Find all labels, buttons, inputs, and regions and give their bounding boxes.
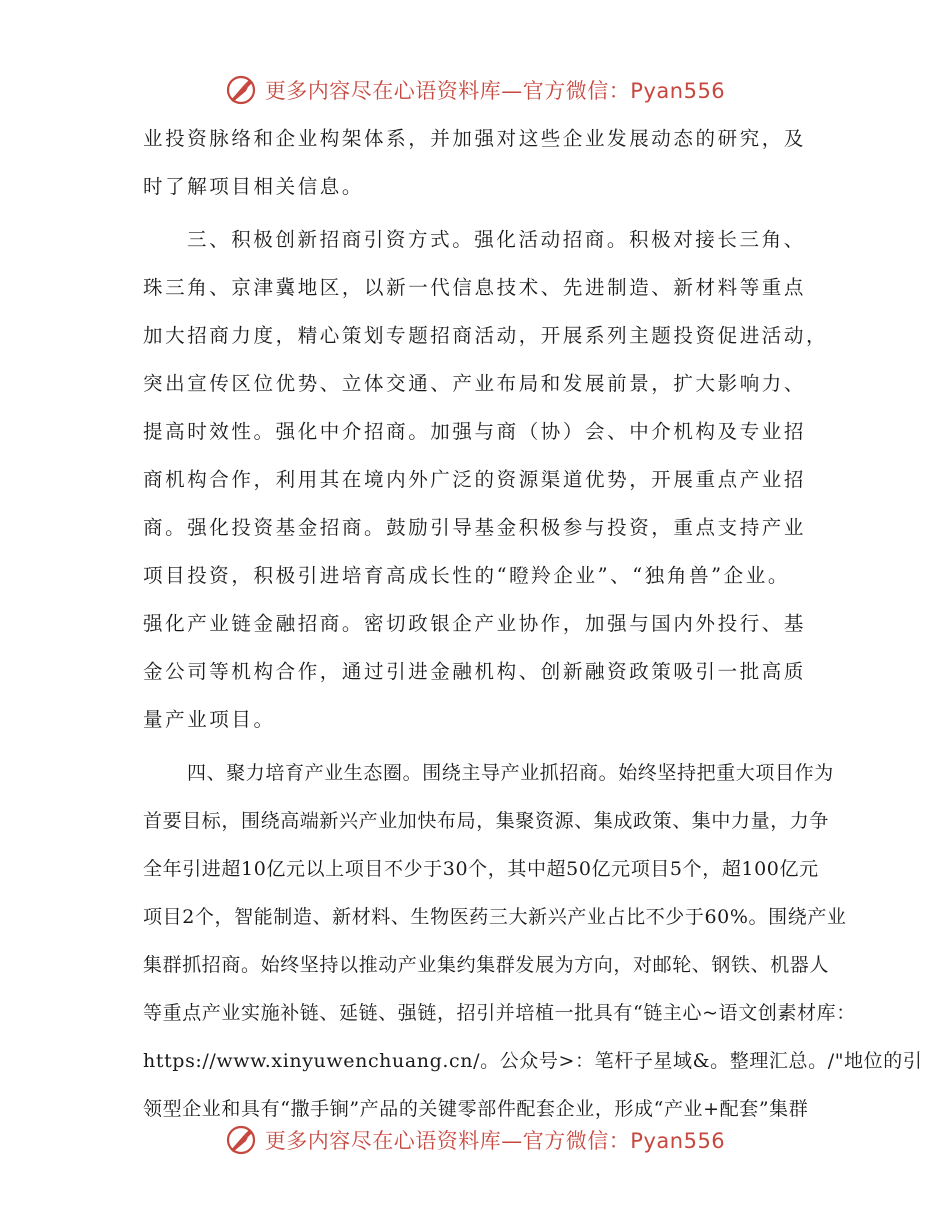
text-line: 强化产业链金融招商。密切政银企产业协作，加强与国内外投行、基 — [143, 612, 807, 635]
text-line: 突出宣传区位优势、立体交通、产业布局和发展前景，扩大影响力、 — [143, 372, 807, 395]
text-line: 提高时效性。强化中介招商。加强与商（协）会、中介机构及专业招 — [143, 420, 807, 443]
watermark-text: 更多内容尽在心语资料库—官方微信：Pyan556 — [264, 1129, 726, 1153]
text-line: https://www.xinyuwenchuang.cn/。公众号>：笔杆子星域&。整理汇总。/"地位的引 — [143, 1050, 923, 1072]
pen-nib-logo-icon — [225, 74, 257, 106]
text-line: 集群抓招商。始终坚持以推动产业集约集群发展为方向，对邮轮、钢铁、机器人 — [143, 954, 830, 976]
text-line: 全年引进超10亿元以上项目不少于30个，其中超50亿元项目5个，超100亿元 — [143, 858, 819, 880]
text-line: 加大招商力度，精心策划专题招商活动，开展系列主题投资促进活动， — [143, 324, 829, 347]
text-line: 等重点产业实施补链、延链、强链，招引并培植一批具有“链主心~语文创素材库： — [143, 1002, 856, 1024]
text-line: 项目2个，智能制造、新材料、生物医药三大新兴产业占比不少于60%。围绕产业 — [143, 906, 847, 928]
text-line: 首要目标，围绕高端新兴产业加快布局，集聚资源、集成政策、集中力量，力争 — [143, 810, 830, 832]
text-line: 量产业项目。 — [143, 708, 276, 731]
text-line: 时了解项目相关信息。 — [143, 175, 365, 198]
watermark-banner-bottom — [0, 1118, 950, 1162]
text-line: 金公司等机构合作，通过引进金融机构、创新融资政策吸引一批高质 — [143, 660, 807, 683]
document-body — [143, 115, 923, 1133]
text-line: 四、聚力培育产业生态圈。围绕主导产业抓招商。始终坚持把重大项目作为 — [187, 762, 834, 784]
text-line: 领型企业和具有“撒手锏”产品的关键零部件配套企业，形成“产业+配套”集群 — [143, 1098, 809, 1120]
watermark-banner-top — [0, 68, 950, 112]
watermark-text: 更多内容尽在心语资料库—官方微信：Pyan556 — [264, 79, 726, 103]
text-line: 商。强化投资基金招商。鼓励引导基金积极参与投资，重点支持产业 — [143, 516, 807, 539]
text-line: 业投资脉络和企业构架体系，并加强对这些企业发展动态的研究，及 — [143, 127, 807, 150]
pen-nib-logo-icon — [225, 1124, 257, 1156]
text-line: 项目投资，积极引进培育高成长性的“瞪羚企业”、“独角兽”企业。 — [143, 564, 790, 587]
text-line: 珠三角、京津冀地区，以新一代信息技术、先进制造、新材料等重点 — [143, 276, 807, 299]
text-line: 商机构合作，利用其在境内外广泛的资源渠道优势，开展重点产业招 — [143, 468, 807, 491]
text-line: 三、积极创新招商引资方式。强化活动招商。积极对接长三角、 — [187, 228, 806, 251]
